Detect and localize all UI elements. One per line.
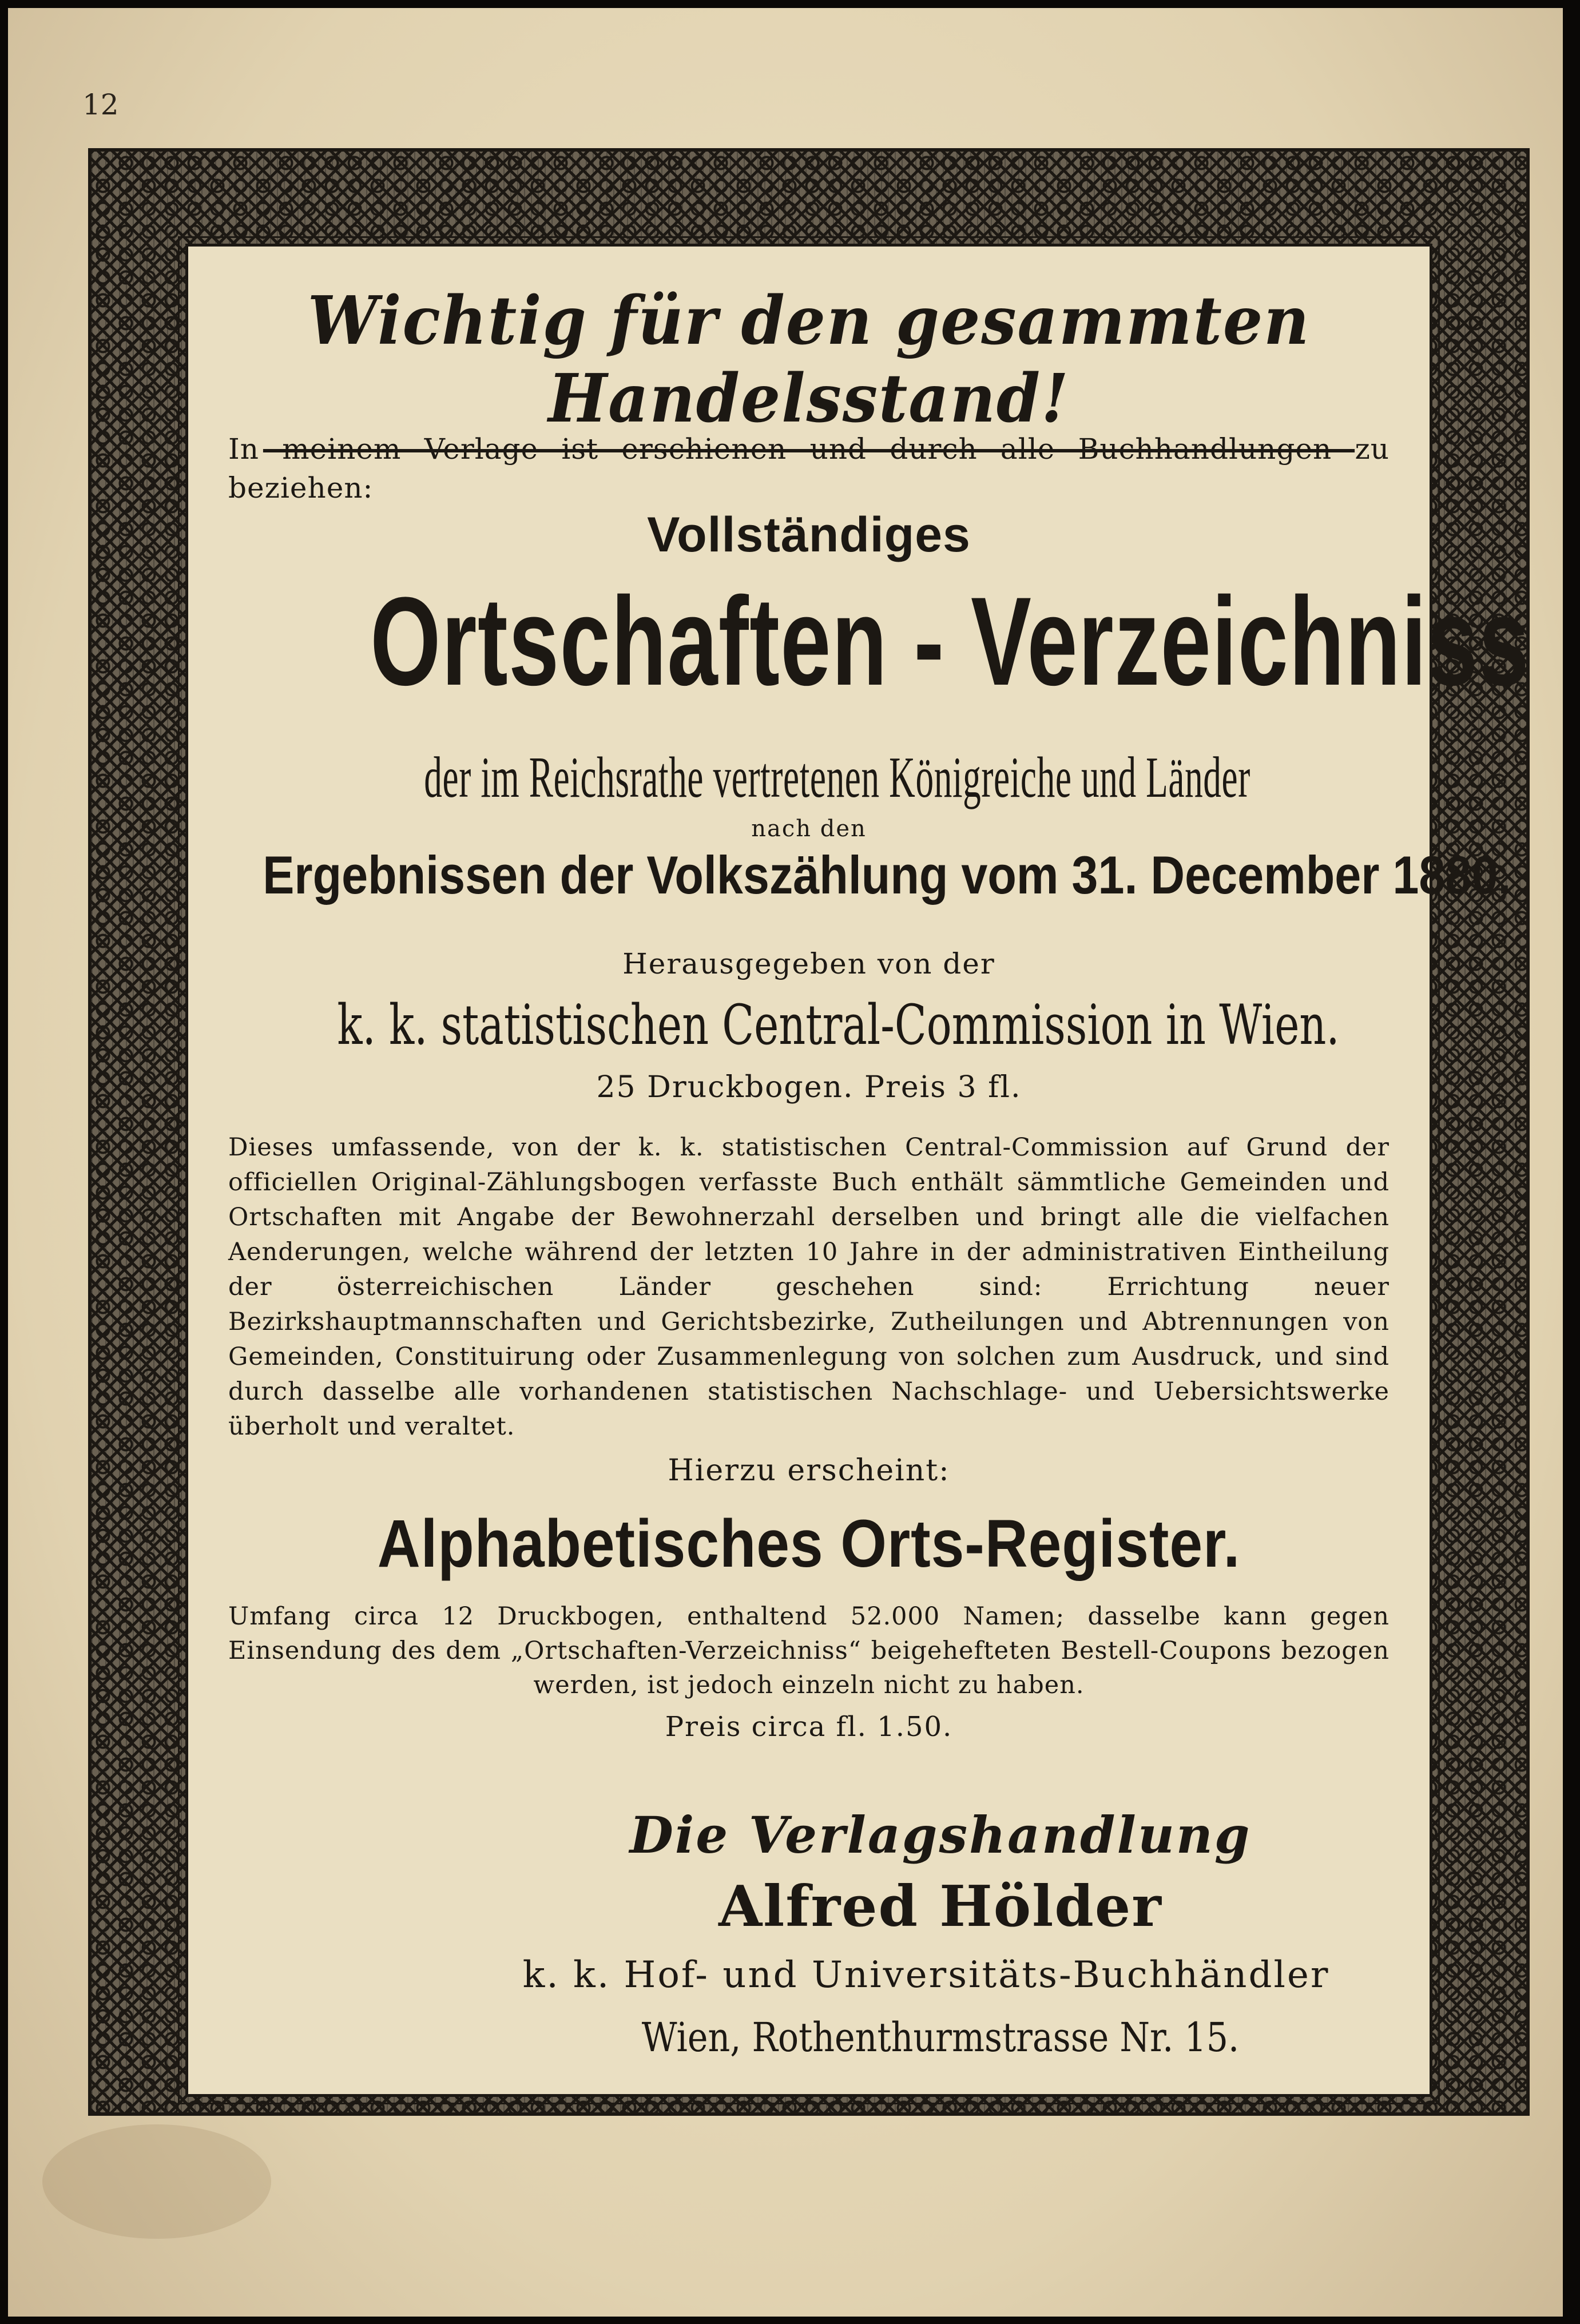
register-title: Alphabetisches Orts-Register. — [377, 1506, 1241, 1582]
commission-line: k. k. statistischen Central-Commission in Wien. — [337, 993, 1340, 1057]
signature-label: Die Verlagshandlung — [629, 1805, 1252, 1865]
advertisement-panel — [185, 244, 1530, 2097]
signature-address: Wien, Rothenthurmstrasse Nr. 15. — [641, 2014, 1240, 2061]
publisher-label: Herausgegeben von der — [622, 947, 995, 980]
price-line: 25 Druckbogen. Preis 3 fl. — [596, 1070, 1022, 1105]
supplement-label: Hierzu erscheint: — [668, 1453, 950, 1488]
main-title: Ortschaften - Verzeichniss — [370, 571, 1530, 712]
register-price: Preis circa fl. 1.50. — [665, 1711, 953, 1743]
region-line: der im Reichsrathe vertretenen Königreiche und Länder — [424, 745, 1250, 810]
page-number: 12 — [82, 88, 119, 121]
register-description: Umfang circa 12 Druckbogen, enthaltend 52.000 Namen; dasselbe kann gegen Einsendung des dem „Ortschaften-Verzeichniss“ beigehefteten Bestell-Coupons bezogen werden, ist jedoch einzeln nicht zu haben. — [228, 1602, 1390, 1699]
intro-text: In meinem Verlage ist erschienen und durch alle Buchhandlungen zu beziehen: — [228, 432, 1390, 504]
census-line: Ergebnissen der Volkszählung vom 31. December 1880. — [263, 845, 1511, 905]
description-paragraph: Dieses umfassende, von der k. k. statistischen Central-Commission auf Grund der officiellen Original-Zählungsbogen verfasste Buch enthält sämmtliche Gemeinden und Ortschaften mit Angabe der Bewohnerzahl derselben und bringt alle die vielfachen Aenderungen, welche während der letzten 10 Jahre in der administrativen Eintheilung der österreichischen Länder geschehen sind: Errichtung neuer Bezirkshauptmannschaften und Gerichtsbezirke, Zutheilungen und Abtrennungen von Gemeinden, Constituirung oder Zusammenlegung von solchen zum Ausdruck, und sind durch dasselbe alle vorhandenen statistischen Nachschlage- und Uebersichtswerke überholt und veraltet. — [228, 1133, 1390, 1441]
subtitle: Vollständiges — [647, 507, 971, 562]
signature-role: k. k. Hof- und Universitäts-Buchhändler — [522, 1954, 1330, 1996]
paper-stain — [42, 2124, 271, 2239]
connector-text: nach den — [751, 816, 867, 842]
headline: Wichtig für den gesammten Handelsstand! — [263, 282, 1355, 452]
scanned-page — [8, 8, 1563, 2317]
signature-name: Alfred Hölder — [718, 1874, 1162, 1940]
